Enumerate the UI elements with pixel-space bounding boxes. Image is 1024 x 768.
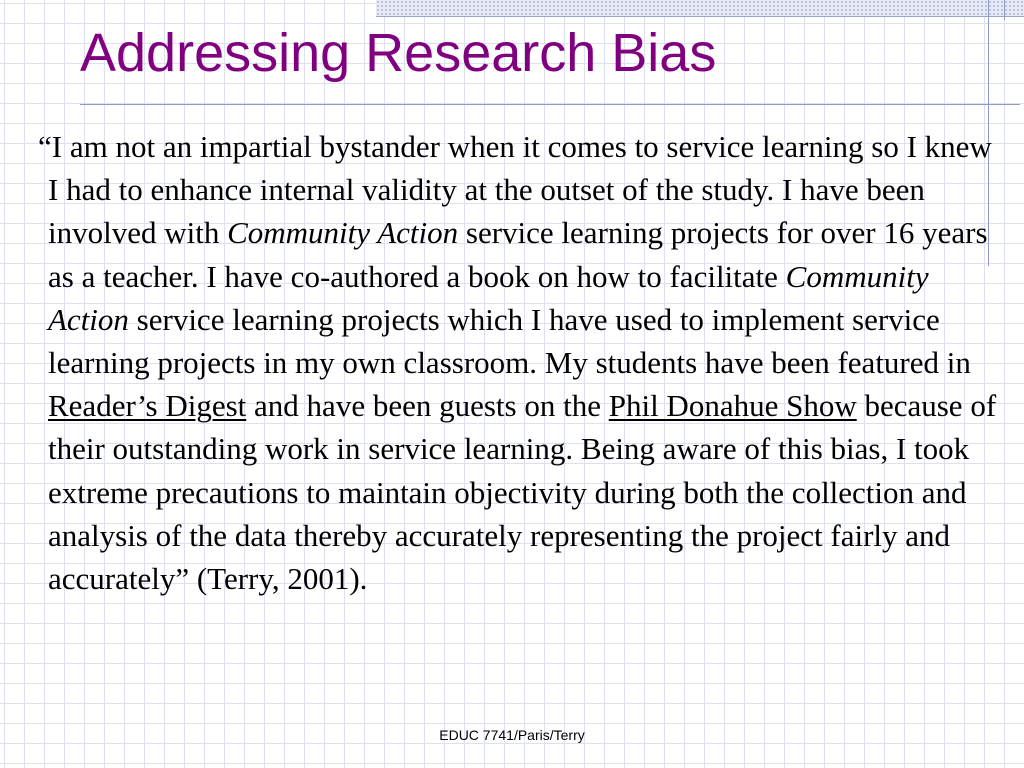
quote-text-3: service learning projects which I have used to implement service learning projects in my own classroom. My students have been featured in bbox=[48, 301, 971, 381]
slide-title: Addressing Research Bias bbox=[80, 23, 717, 83]
decorative-horizontal-rule bbox=[80, 104, 1020, 105]
decorative-vertical-tick bbox=[1004, 0, 1005, 20]
readers-digest-link[interactable]: Reader’s Digest bbox=[48, 388, 247, 424]
quote-text-4: and have been guests on the bbox=[246, 388, 609, 424]
slide-footer: EDUC 7741/Paris/Terry bbox=[439, 727, 585, 743]
quote-paragraph bbox=[38, 125, 998, 600]
quote-text-1: “I am not an impartial bystander when it comes to service learning so I knew I had to enhance internal validity at the outset of the study. I have been involved with bbox=[38, 129, 992, 251]
quote-text-2: service learning projects for over 16 years as a teacher. I have co-authored a book on how to facilitate bbox=[48, 215, 988, 294]
quote-text-5: because of their outstanding work in service learning. Being aware of this bias, I took extreme precautions to maintain objectivity during both the collection and analysis of the data thereby accurately representing the project fairly and accurately” (Terry, 2001). bbox=[48, 388, 997, 597]
quote-emphasis-1: Community Action bbox=[227, 215, 459, 251]
phil-donahue-show-link[interactable]: Phil Donahue Show bbox=[608, 388, 857, 424]
quote-emphasis-2: Community Action bbox=[48, 258, 929, 337]
decorative-top-bar bbox=[376, 0, 1024, 17]
